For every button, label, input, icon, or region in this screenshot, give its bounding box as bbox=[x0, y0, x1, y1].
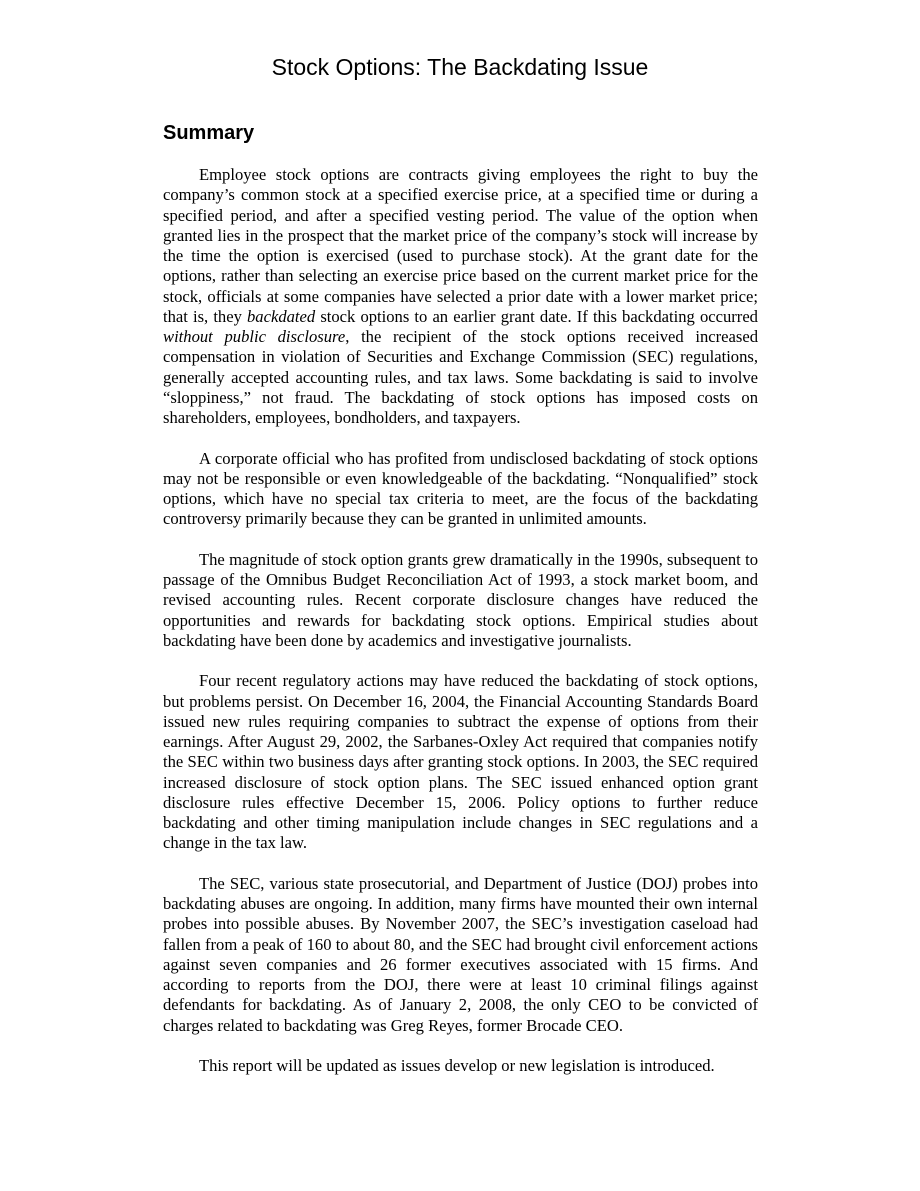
paragraph-3: The magnitude of stock option grants grew dramatically in the 1990s, subsequent to passage of the Omnibus Budget Reconciliation Act of 1993, a stock market boom, and revised accounting rules. Recent corporate disclosure changes have reduced the opportunities and rewards for backdating stock options. Empirical studies about backdating have been done by academics and investigative journalists. bbox=[163, 549, 758, 650]
summary-body bbox=[163, 165, 758, 1097]
paragraph-5: The SEC, various state prosecutorial, and Department of Justice (DOJ) probes into backdating abuses are ongoing. In addition, many firms have mounted their own internal probes into possible abuses. By November 2007, the SEC’s investigation caseload had fallen from a peak of 160 to about 80, and the SEC had brought civil enforcement actions against seven companies and 26 former executives associated with 15 firms. And according to reports from the DOJ, there were at least 10 criminal filings against defendants for backdating. As of January 2, 2008, the only CEO to be convicted of charges related to backdating was Greg Reyes, former Brocade CEO. bbox=[163, 873, 758, 1035]
paragraph-6: This report will be updated as issues develop or new legislation is introduced. bbox=[199, 1056, 715, 1075]
paragraph-2: A corporate official who has profited from undisclosed backdating of stock options may not be responsible or even knowledgeable of the backdating. “Nonqualified” stock options, which have no special tax criteria to meet, are the focus of the backdating controversy primarily because they can be granted in unlimited amounts. bbox=[163, 448, 758, 529]
paragraph-1-text-b: stock options to an earlier grant date. If this backdating occurred bbox=[315, 306, 758, 326]
paragraph-1-text-a: Employee stock options are contracts giving employees the right to buy the company’s common stock at a specified exercise price, at a specified time or during a specified period, and after a specified vesting period. The value of the option when granted lies in the prospect that the market price of the company’s stock will increase by the time the option is exercised (used to purchase stock). At the grant date for the options, rather than selecting an exercise price based on the current market price for the stock, officials at some companies have selected a prior date with a lower market price; that is, they bbox=[163, 165, 758, 326]
paragraph-1 bbox=[163, 165, 758, 428]
paragraph-1-text-c: , the recipient of the stock options received increased compensation in violation of Securities and Exchange Commission (SEC) regulations, generally accepted accounting rules, and tax laws. Some backdating is said to involve “sloppiness,” not fraud. The backdating of stock options has imposed costs on shareholders, employees, bondholders, and taxpayers. bbox=[163, 327, 758, 427]
paragraph-1-emphasis-backdated: backdated bbox=[247, 306, 316, 326]
paragraph-1-emphasis-disclosure: without public disclosure bbox=[163, 327, 346, 346]
document-title: Stock Options: The Backdating Issue bbox=[271, 54, 649, 80]
section-heading-summary: Summary bbox=[163, 122, 255, 144]
paragraph-4: Four recent regulatory actions may have reduced the backdating of stock options, but problems persist. On December 16, 2004, the Financial Accounting Standards Board issued new rules requiring companies to subtract the expense of options from their earnings. After August 29, 2002, the Sarbanes-Oxley Act required that companies notify the SEC within two business days after granting stock options. In 2003, the SEC required increased disclosure of stock option plans. The SEC issued enhanced option grant disclosure rules effective December 15, 2006. Policy options to further reduce backdating and other timing manipulation include changes in SEC regulations and a change in the tax law. bbox=[163, 671, 758, 853]
